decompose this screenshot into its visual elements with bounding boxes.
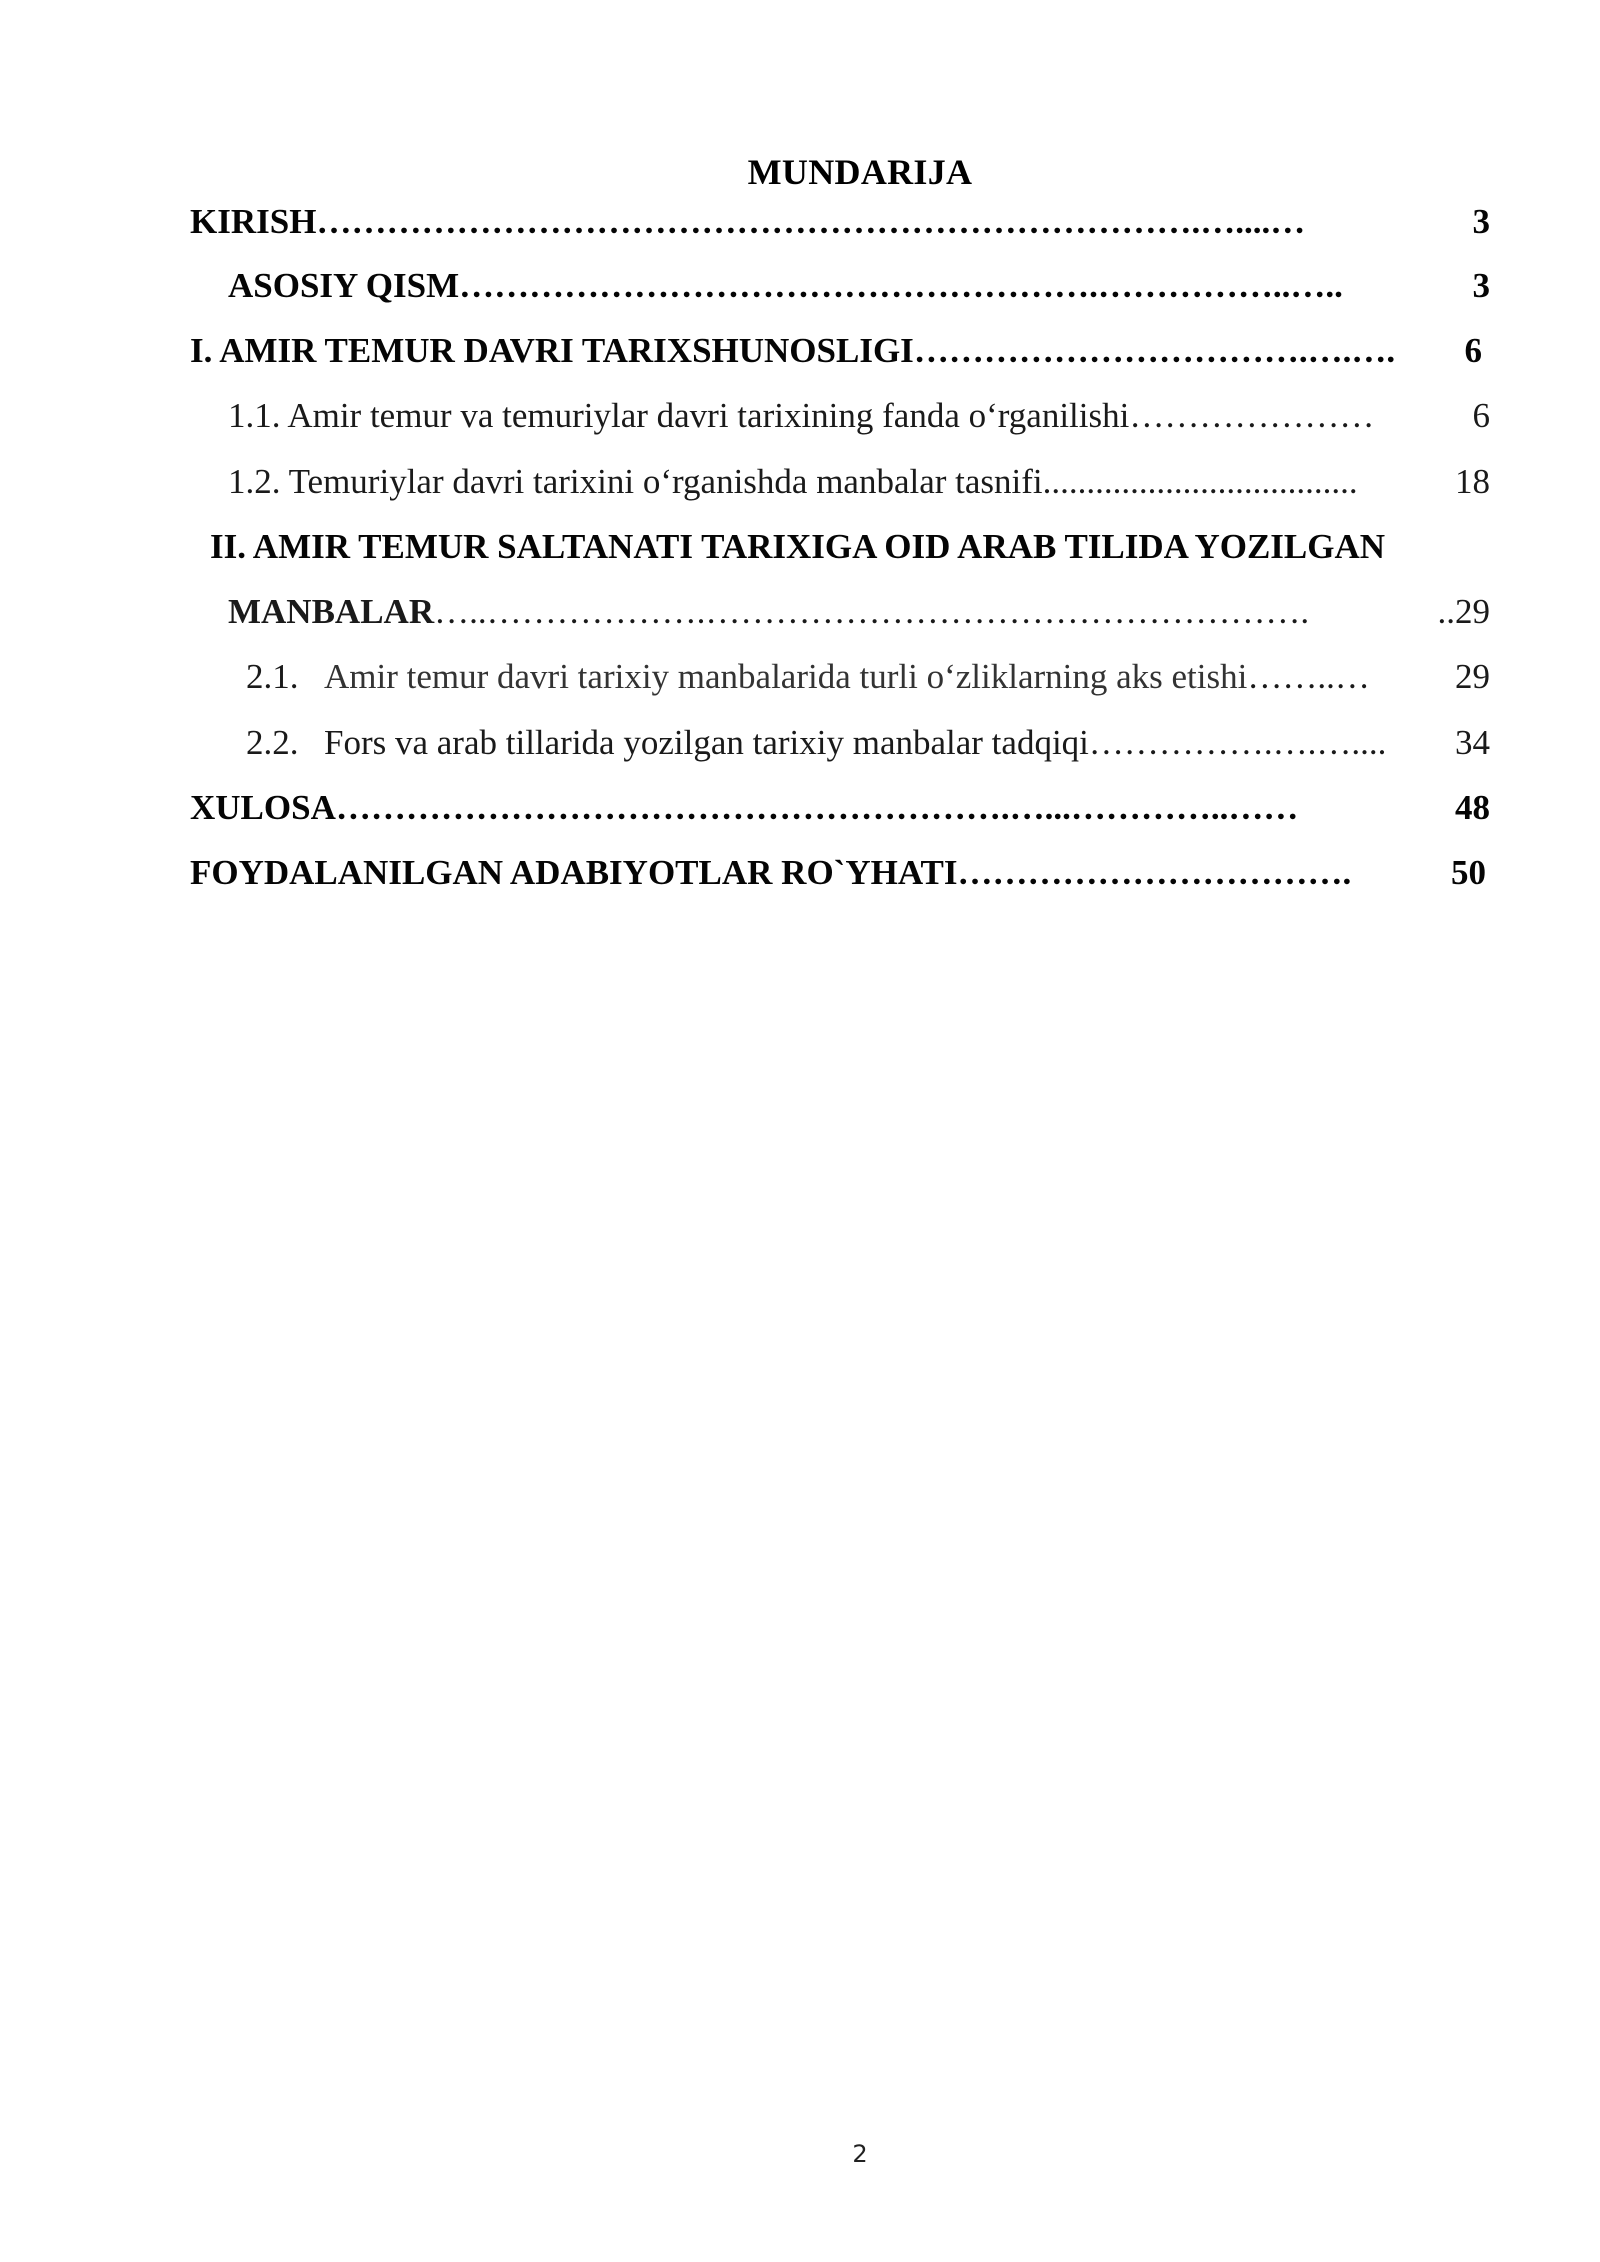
toc-entry-chapter-2-continued[interactable] (228, 590, 1490, 634)
toc-entry-text: Fors va arab tillarida yozilgan tarixiy manbalar tadqiqi (324, 723, 1089, 762)
toc-entry-page: 3 (1472, 202, 1490, 241)
toc-entry-leader: .................................... (1042, 462, 1358, 501)
toc-entry-text: 1.2. Temuriylar davri tarixini o‘rganishda manbalar tasnifi (228, 462, 1043, 501)
toc-entry-text: 1.1. Amir temur va temuriylar davri tarixining fanda o‘rganilishi (228, 396, 1130, 435)
toc-entry-chapter-1[interactable] (190, 329, 1482, 373)
toc-entry-text: MANBALAR (228, 592, 435, 631)
toc-entry-leader: …………….….….... (1088, 723, 1387, 762)
toc-entry-text: XULOSA (190, 788, 336, 827)
toc-entry-page: 6 (1464, 331, 1482, 370)
toc-entry-page: 18 (1455, 462, 1490, 501)
toc-entry-text: Amir temur davri tarixiy manbalarida turli o‘zliklarning aks etishi (324, 657, 1248, 696)
toc-entry-page: ..29 (1437, 592, 1490, 631)
toc-entry-number: 2.2. (246, 723, 299, 762)
toc-entry-chapter-2[interactable] (210, 525, 1490, 569)
toc-entry-leader: ……………………………………………….……………..….. (459, 266, 1343, 305)
toc-title-text: MUNDARIJA (747, 152, 973, 192)
toc-entry-page: 48 (1455, 788, 1490, 827)
toc-entry-page: 3 (1472, 266, 1490, 305)
toc-title (0, 150, 1600, 194)
toc-entry-xulosa[interactable] (190, 786, 1490, 830)
toc-entry-leader: …..……………….……………………………………………. (434, 592, 1310, 631)
toc-entry-leader: ………………………………………………………………….…....… (316, 202, 1306, 241)
toc-entry-leader: ………………… (1129, 396, 1375, 435)
toc-entry-page: 6 (1472, 396, 1490, 435)
toc-entry-text: FOYDALANILGAN ADABIYOTLAR RO`YHATI (190, 853, 958, 892)
toc-entry-section-1-1[interactable] (228, 394, 1490, 438)
page-number: 2 (852, 2140, 868, 2168)
toc-entry-number: 2.1. (246, 657, 299, 696)
toc-entry-bibliography[interactable] (190, 851, 1486, 895)
toc-entry-page: 29 (1455, 657, 1490, 696)
toc-entry-leader: ……..… (1247, 657, 1370, 696)
toc-entry-section-2-2[interactable] (246, 721, 1490, 765)
toc-entry-leader: …………………………….….…. (913, 331, 1396, 370)
toc-entry-text: KIRISH (190, 202, 317, 241)
toc-entry-asosiy-qism[interactable] (228, 264, 1490, 308)
toc-entry-page: 50 (1451, 853, 1486, 892)
toc-entry-section-1-2[interactable] (228, 460, 1490, 504)
toc-entry-text: ASOSIY QISM (228, 266, 460, 305)
toc-entry-leader: ……………………………. (957, 853, 1352, 892)
toc-entry-kirish[interactable] (190, 200, 1490, 244)
toc-entry-text: II. AMIR TEMUR SALTANATI TARIXIGA OID ARAB TILIDA YOZILGAN (210, 527, 1386, 566)
toc-entry-leader: ………………………………………………….…...…………..…… (335, 788, 1299, 827)
toc-entry-section-2-1[interactable] (246, 655, 1490, 699)
toc-entry-text: I. AMIR TEMUR DAVRI TARIXSHUNOSLIGI (190, 331, 914, 370)
toc-entry-page: 34 (1455, 723, 1490, 762)
